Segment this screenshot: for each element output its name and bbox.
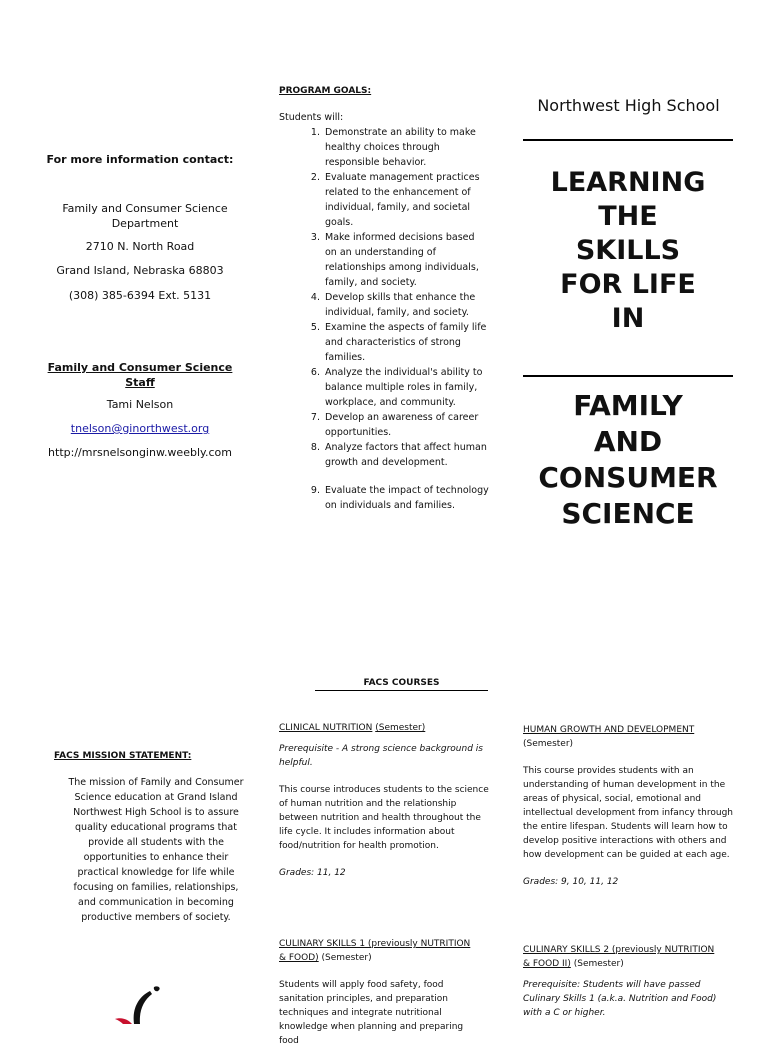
course-title: CULINARY SKILLS 1 (previously NUTRITION & FOOD) xyxy=(279,939,471,963)
divider-top xyxy=(523,139,733,141)
goals-heading: PROGRAM GOALS: xyxy=(279,86,372,96)
goal-item: 3. Make informed decisions based on an understanding of relationships among individuals, family, and society. xyxy=(323,230,489,290)
tagline-line: LEARNING xyxy=(550,167,706,198)
contact-heading: For more information contact: xyxy=(46,153,234,166)
goals-panel xyxy=(279,110,489,513)
course-description: Students will apply food safety, food sanitation principles, and preparation techniques and integrate nutritional knowledge when planning and preparing food xyxy=(279,980,464,1046)
goal-item: 1. Demonstrate an ability to make healthy choices through responsible behavior. xyxy=(323,125,489,170)
goal-item: 2. Evaluate management practices related to the enhancement of individual, family, and societal goals. xyxy=(323,170,489,230)
course-human-growth xyxy=(523,723,733,889)
course-term: (Semester) xyxy=(375,723,426,733)
contact-address: 2710 N. North Road xyxy=(85,240,195,253)
course-title: CULINARY SKILLS 2 (previously NUTRITION & FOOD II) xyxy=(523,945,715,969)
course-grades: Grades: 11, 12 xyxy=(279,868,346,878)
mission-heading: FACS MISSION STATEMENT: xyxy=(54,751,192,761)
school-logo-icon xyxy=(88,985,198,1024)
staff-name: Tami Nelson xyxy=(106,398,174,411)
tagline-line: FOR LIFE xyxy=(560,269,696,300)
goal-item: 7. Develop an awareness of career opportunities. xyxy=(323,410,489,440)
course-clinical-nutrition xyxy=(279,721,489,880)
course-prereq: Prerequisite - A strong science background is helpful. xyxy=(279,744,483,768)
course-title: HUMAN GROWTH AND DEVELOPMENT xyxy=(523,725,695,735)
tagline-line: THE xyxy=(598,201,658,232)
goal-item: 6. Analyze the individual's ability to balance multiple roles in family, workplace, and community. xyxy=(323,365,489,410)
program-line: AND xyxy=(593,425,663,458)
divider-middle xyxy=(523,375,733,377)
course-term: (Semester) xyxy=(573,959,624,969)
course-grades: Grades: 9, 10, 11, 12 xyxy=(523,877,619,887)
cover-program xyxy=(518,388,738,532)
program-line: SCIENCE xyxy=(561,497,695,530)
course-culinary-skills-1 xyxy=(279,937,479,1048)
course-description: This course introduces students to the science of human nutrition and the relationship between nutrition and health throughout the life cycle. It includes information about food/nutrition for health promotion. xyxy=(279,785,489,851)
goal-item: 8. Analyze factors that affect human growth and development. xyxy=(323,440,489,470)
goal-item: 5. Examine the aspects of family life and characteristics of strong families. xyxy=(323,320,489,365)
course-term: (Semester) xyxy=(321,953,372,963)
goals-list xyxy=(279,125,489,513)
staff-email-link[interactable]: tnelson@ginorthwest.org xyxy=(70,422,210,435)
course-title: CLINICAL NUTRITION xyxy=(279,723,373,733)
staff-website[interactable]: http://mrsnelsonginw.weebly.com xyxy=(48,446,232,459)
courses-heading: FACS COURSES xyxy=(363,678,440,688)
tagline-line: SKILLS xyxy=(575,235,681,266)
goal-item: 9. Evaluate the impact of technology on individuals and families. xyxy=(323,483,489,513)
course-prereq: Prerequisite: Students will have passed Culinary Skills 1 (a.k.a. Nutrition and Food) with a C or higher. xyxy=(523,980,717,1018)
contact-phone: (308) 385-6394 Ext. 5131 xyxy=(68,289,212,302)
courses-divider xyxy=(315,690,488,691)
contact-city: Grand Island, Nebraska 68803 xyxy=(56,264,224,277)
tagline-line: IN xyxy=(611,303,645,334)
course-description: This course provides students with an understanding of human development in the areas of physical, social, emotional and intellectual development from infancy through the entire lifespan. Students will learn how to develop positive interactions with others and how development can be guided at each age. xyxy=(523,766,733,860)
program-line: CONSUMER xyxy=(538,461,718,494)
cover-tagline xyxy=(523,166,733,336)
staff-heading: Family and Consumer Science Staff xyxy=(47,361,233,389)
program-line: FAMILY xyxy=(573,389,683,422)
goals-intro: Students will: xyxy=(279,112,344,123)
contact-department: Family and Consumer Science Department xyxy=(62,202,228,230)
goal-item: 4. Develop skills that enhance the individual, family, and society. xyxy=(323,290,489,320)
school-name: Northwest High School xyxy=(537,96,720,115)
course-term: (Semester) xyxy=(523,739,574,749)
course-culinary-skills-2 xyxy=(523,943,723,1020)
mission-text: The mission of Family and Consumer Science education at Grand Island Northwest High School is to assure quality educational programs that provide all students with the opportunities to enhance their practical knowledge for life while focusing on families, relationships, and communication in becoming productive members of society. xyxy=(68,777,244,923)
